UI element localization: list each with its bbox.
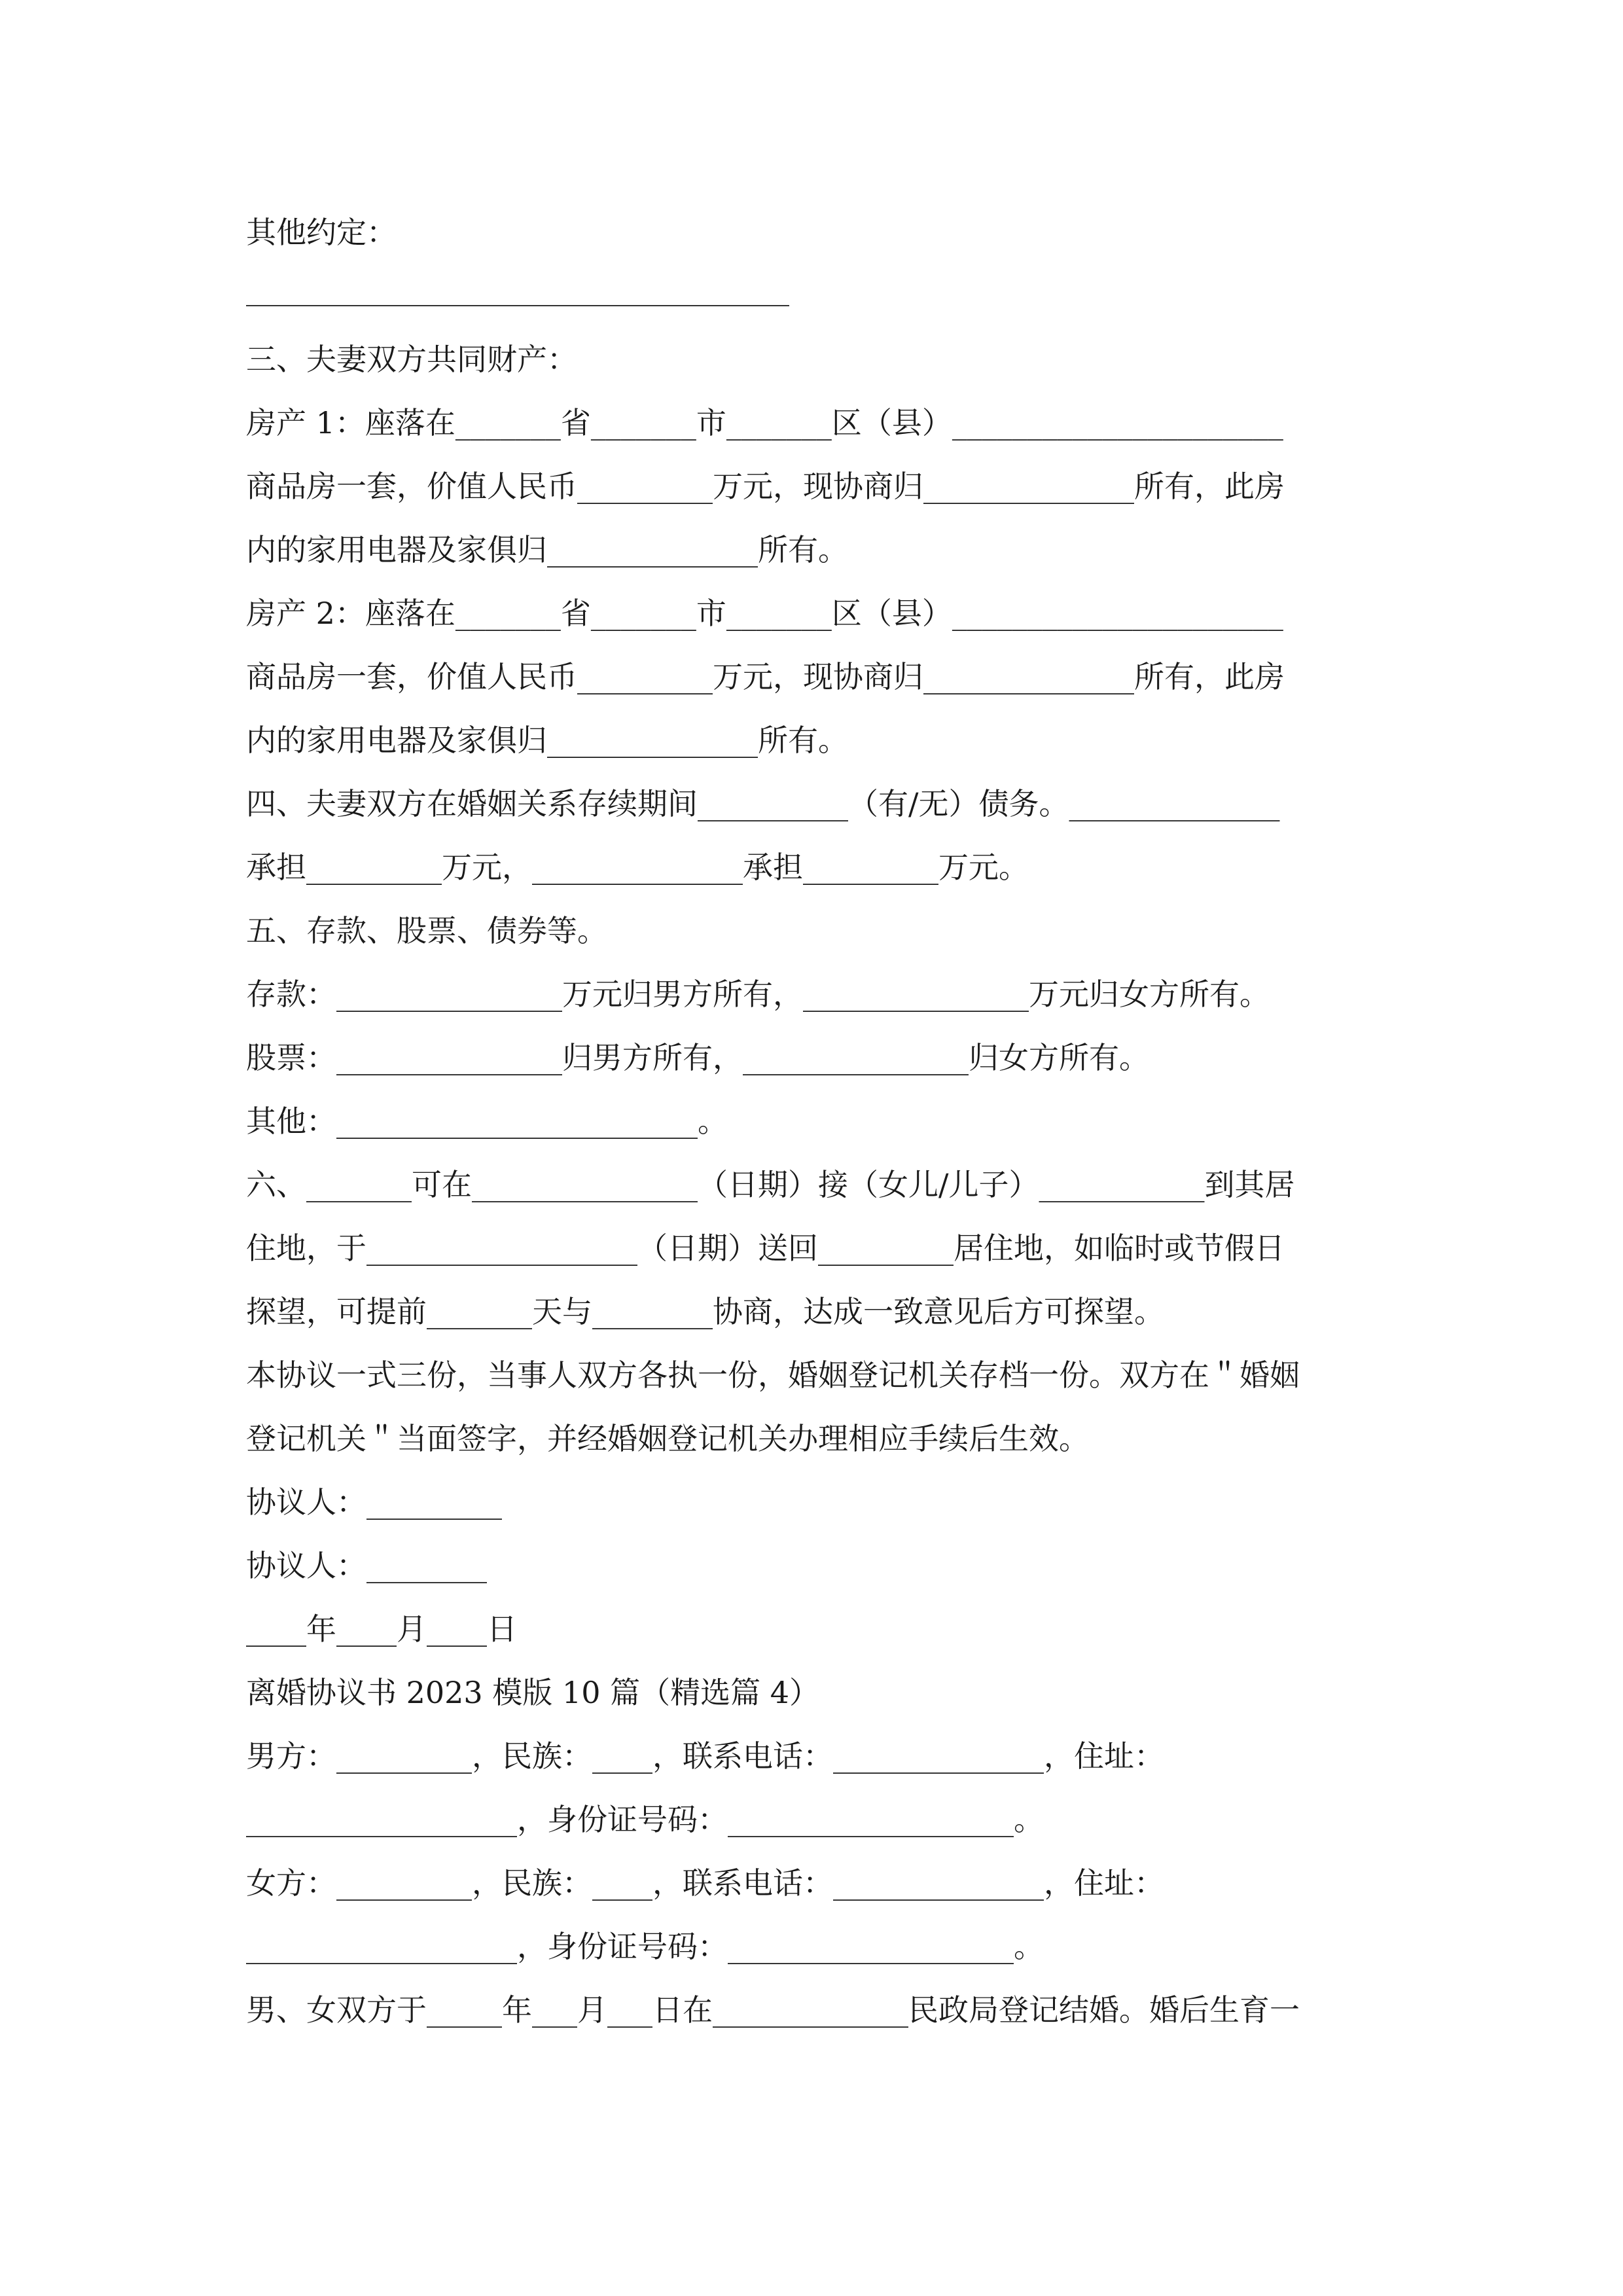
text-line: 其他约定： [246,215,397,250]
text-line: 男、女双方于_____年___月___日在_____________民政局登记结婚。婚后生育一 [246,1992,1300,2028]
section-heading: 三、夫妻双方共同财产： [246,342,577,377]
blank-rule [246,305,789,306]
text-line: 内的家用电器及家俱归______________所有。 [246,532,848,567]
date-line: ____年____月____日 [246,1611,517,1647]
text-line: 股票：_______________归男方所有，_______________归女方所有。 [246,1040,1149,1075]
text-line: __________________，身份证号码：___________________。 [246,1929,1044,1964]
text-line: 承担_________万元，______________承担_________万元。 [246,850,1029,885]
signature-line: 协议人：________ [246,1548,487,1583]
text-line: 本协议一式三份，当事人双方各执一份，婚姻登记机关存档一份。双方在＂婚姻 [246,1357,1300,1393]
signature-line: 协议人：_________ [246,1484,502,1520]
section-heading: 四、夫妻双方在婚姻关系存续期间__________（有/无）债务。______________ [246,786,1280,821]
text-line: 其他：________________________。 [246,1103,728,1139]
text-line: 探望，可提前_______天与________协商，达成一致意见后方可探望。 [246,1294,1164,1329]
text-line: 商品房一套，价值人民币_________万元，现协商归______________所有，此房 [246,659,1285,694]
text-line: 登记机关＂当面签字，并经婚姻登记机关办理相应手续后生效。 [246,1421,1089,1456]
text-line: 内的家用电器及家俱归______________所有。 [246,723,848,758]
text-line: __________________，身份证号码：___________________。 [246,1802,1044,1837]
text-line: 房产 1：座落在_______省_______市_______区（县）______________________ [246,405,1283,440]
text-line: 房产 2：座落在_______省_______市_______区（县）______________________ [246,596,1283,631]
section-heading: 六、_______可在_______________（日期）接（女儿/儿子）___________到其居 [246,1167,1295,1202]
section-heading: 五、存款、股票、债券等。 [246,913,607,948]
document-title: 离婚协议书 2023 模版 10 篇（精选篇 4） [246,1675,819,1710]
text-line: 住地，于__________________（日期）送回_________居住地，如临时或节假日 [246,1230,1285,1266]
text-line: 商品房一套，价值人民币_________万元，现协商归______________所有，此房 [246,469,1285,504]
text-line: 存款：_______________万元归男方所有，_______________万元归女方所有。 [246,977,1270,1012]
text-line: 女方：_________，民族：____，联系电话：______________，住址： [246,1865,1164,1901]
text-line: 男方：_________，民族：____，联系电话：______________，住址： [246,1738,1164,1774]
